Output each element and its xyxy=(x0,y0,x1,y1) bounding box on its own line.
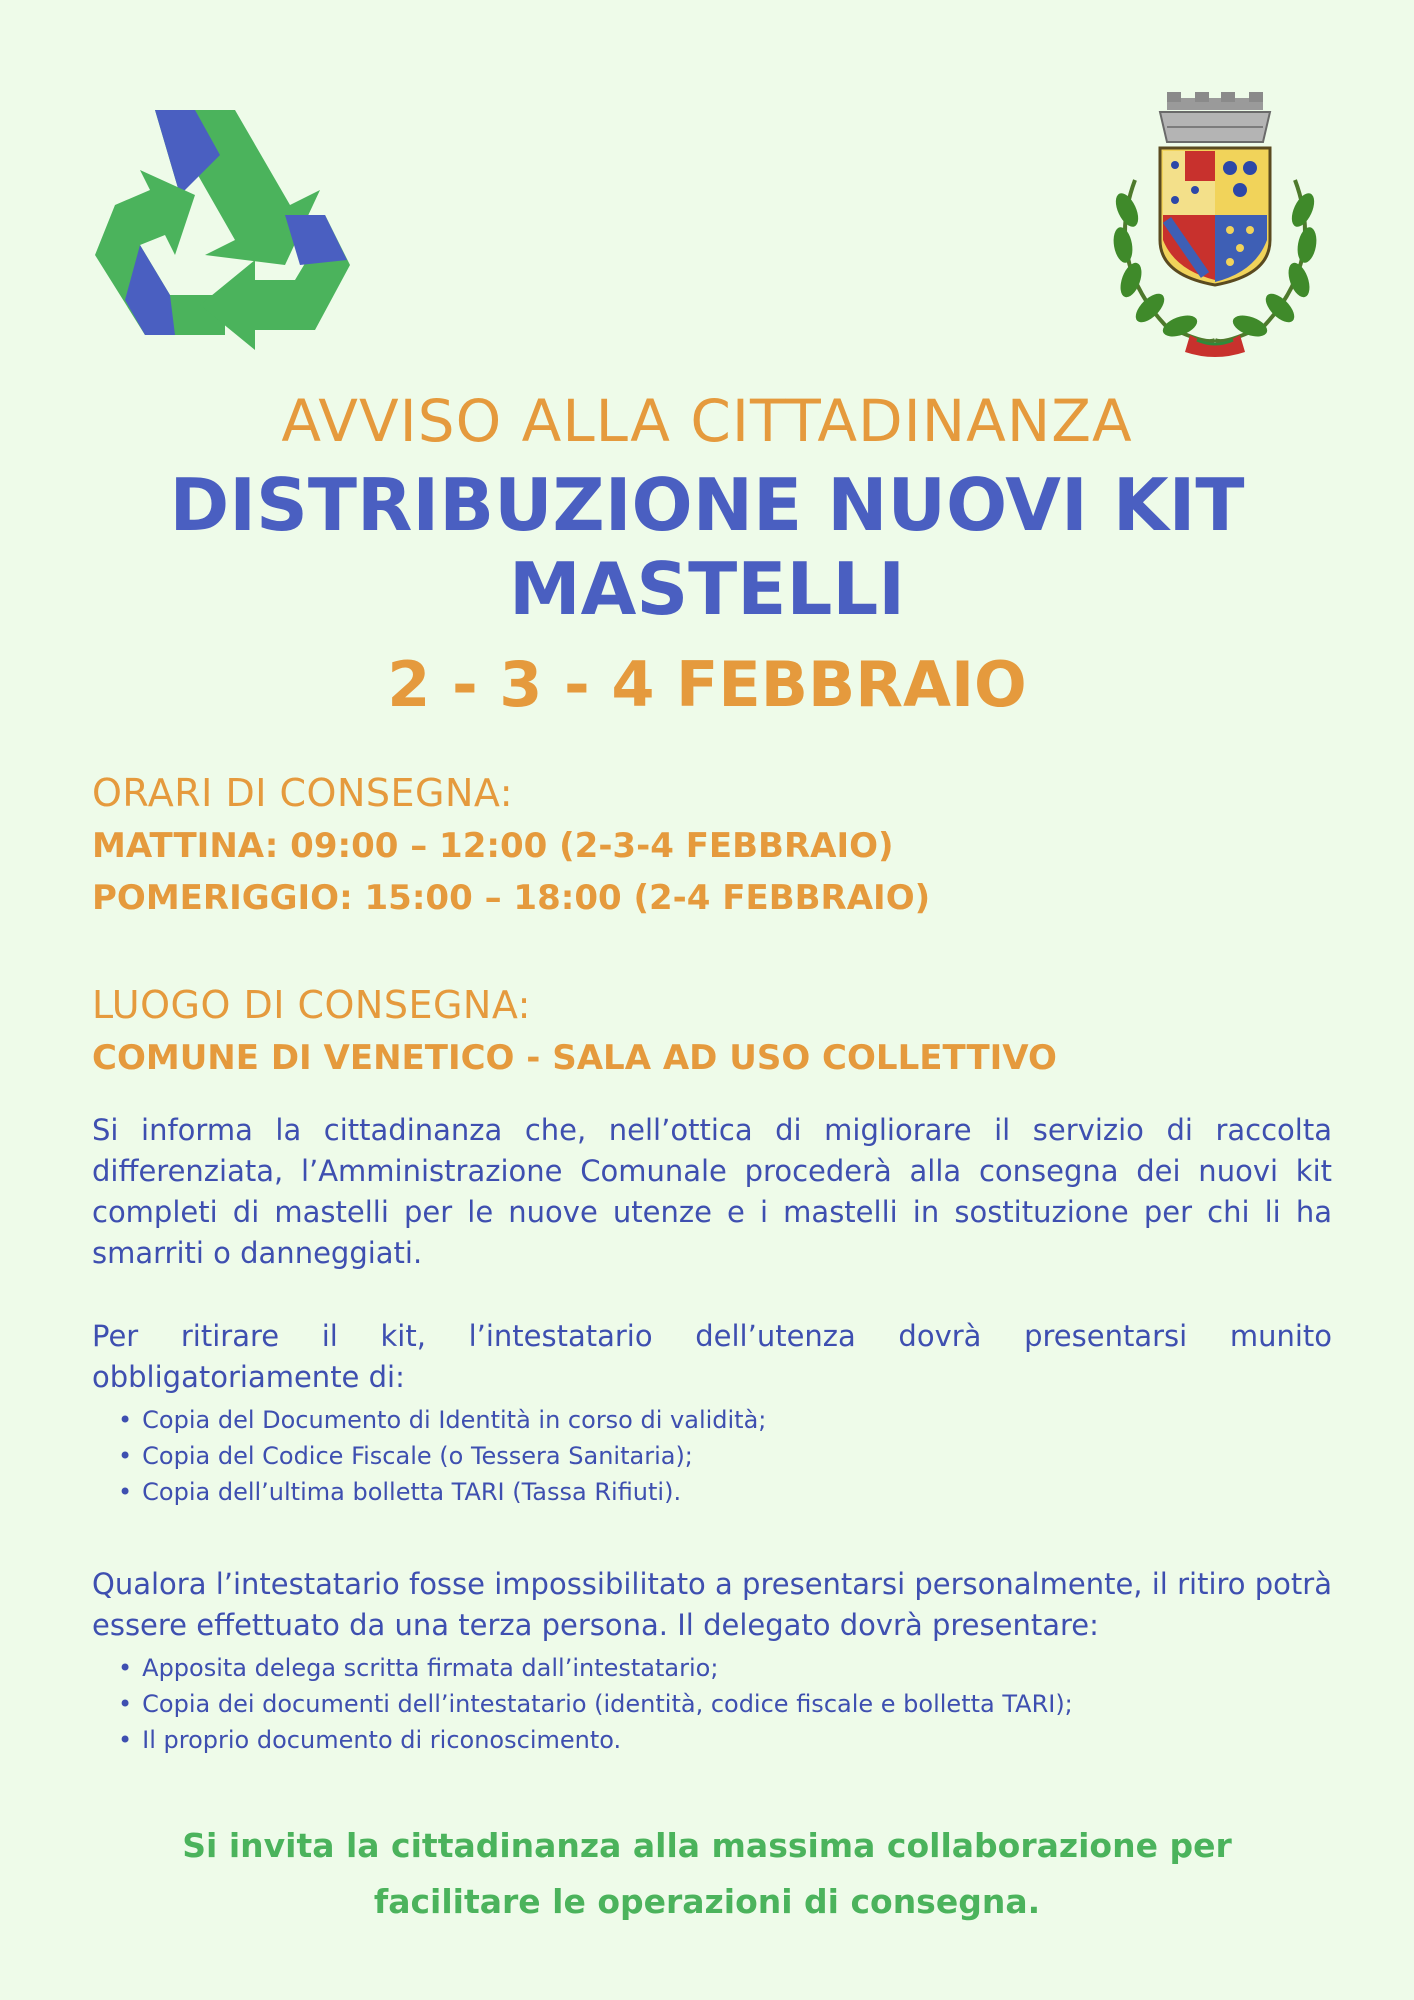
list-item: • Copia del Codice Fiscale (o Tessera Sanitaria); xyxy=(118,1438,1332,1474)
distribution-dates: 2 - 3 - 4 FEBBRAIO xyxy=(387,648,1027,721)
delivery-hours-afternoon: POMERIGGIO: 15:00 – 18:00 (2-4 FEBBRAIO) xyxy=(92,878,931,918)
main-title-line-1: DISTRIBUZIONE NUOVI KIT xyxy=(169,463,1245,547)
delegate-text: Qualora l’intestatario fosse impossibilitato a presentarsi personalmente, il ritiro potrà essere effettuato da una terza persona. Il delegato dovrà presentare: xyxy=(92,1567,1332,1642)
closing-message xyxy=(60,1818,1354,1930)
recycle-icon xyxy=(85,95,355,355)
delegate-section xyxy=(92,1564,1332,1758)
delivery-hours-morning: MATTINA: 09:00 – 12:00 (2-3-4 FEBBRAIO) xyxy=(92,826,894,866)
headline-block xyxy=(60,385,1354,725)
main-title-line-2: MASTELLI xyxy=(508,547,906,631)
list-item: • Il proprio documento di riconoscimento. xyxy=(118,1722,1332,1758)
list-item: • Copia dell’ultima bolletta TARI (Tassa Rifiuti). xyxy=(118,1474,1332,1510)
recycle-arrow-left xyxy=(95,170,225,335)
delivery-place-value: COMUNE DI VENETICO - SALA AD USO COLLETTIVO xyxy=(92,1038,1057,1078)
delivery-hours-section xyxy=(92,770,1332,924)
delivery-place-label: LUOGO DI CONSEGNA: xyxy=(92,983,531,1027)
notice-title: AVVISO ALLA CITTADINANZA xyxy=(281,387,1133,455)
main-title xyxy=(60,463,1354,631)
intro-text: Si informa la cittadinanza che, nell’ottica di migliorare il servizio di raccolta differenziata, l’Amministrazione Comunale procederà alla consegna dei nuovi kit completi di mastelli per le nuove utenze e i mastelli in sostituzione per chi li ha smarriti o danneggiati. xyxy=(92,1113,1332,1270)
coat-of-arms-crest xyxy=(1105,90,1325,360)
list-item: • Copia del Documento di Identità in corso di validità; xyxy=(118,1402,1332,1438)
requirements-section xyxy=(92,1316,1332,1510)
intro-paragraph xyxy=(92,1110,1332,1274)
delegate-list xyxy=(92,1650,1332,1758)
requirements-text: Per ritirare il kit, l’intestatario dell’utenza dovrà presentarsi munito obbligatoriamente di: xyxy=(92,1319,1332,1394)
closing-line-1: Si invita la cittadinanza alla massima collaborazione per xyxy=(182,1826,1232,1865)
list-item: • Copia dei documenti dell’intestatario (identità, codice fiscale e bolletta TARI); xyxy=(118,1686,1332,1722)
closing-line-2: facilitare le operazioni di consegna. xyxy=(373,1882,1041,1921)
delivery-hours-label: ORARI DI CONSEGNA: xyxy=(92,771,514,815)
requirements-list xyxy=(92,1402,1332,1510)
delivery-place-section xyxy=(92,982,1332,1084)
list-item: • Apposita delega scritta firmata dall’intestatario; xyxy=(118,1650,1332,1686)
